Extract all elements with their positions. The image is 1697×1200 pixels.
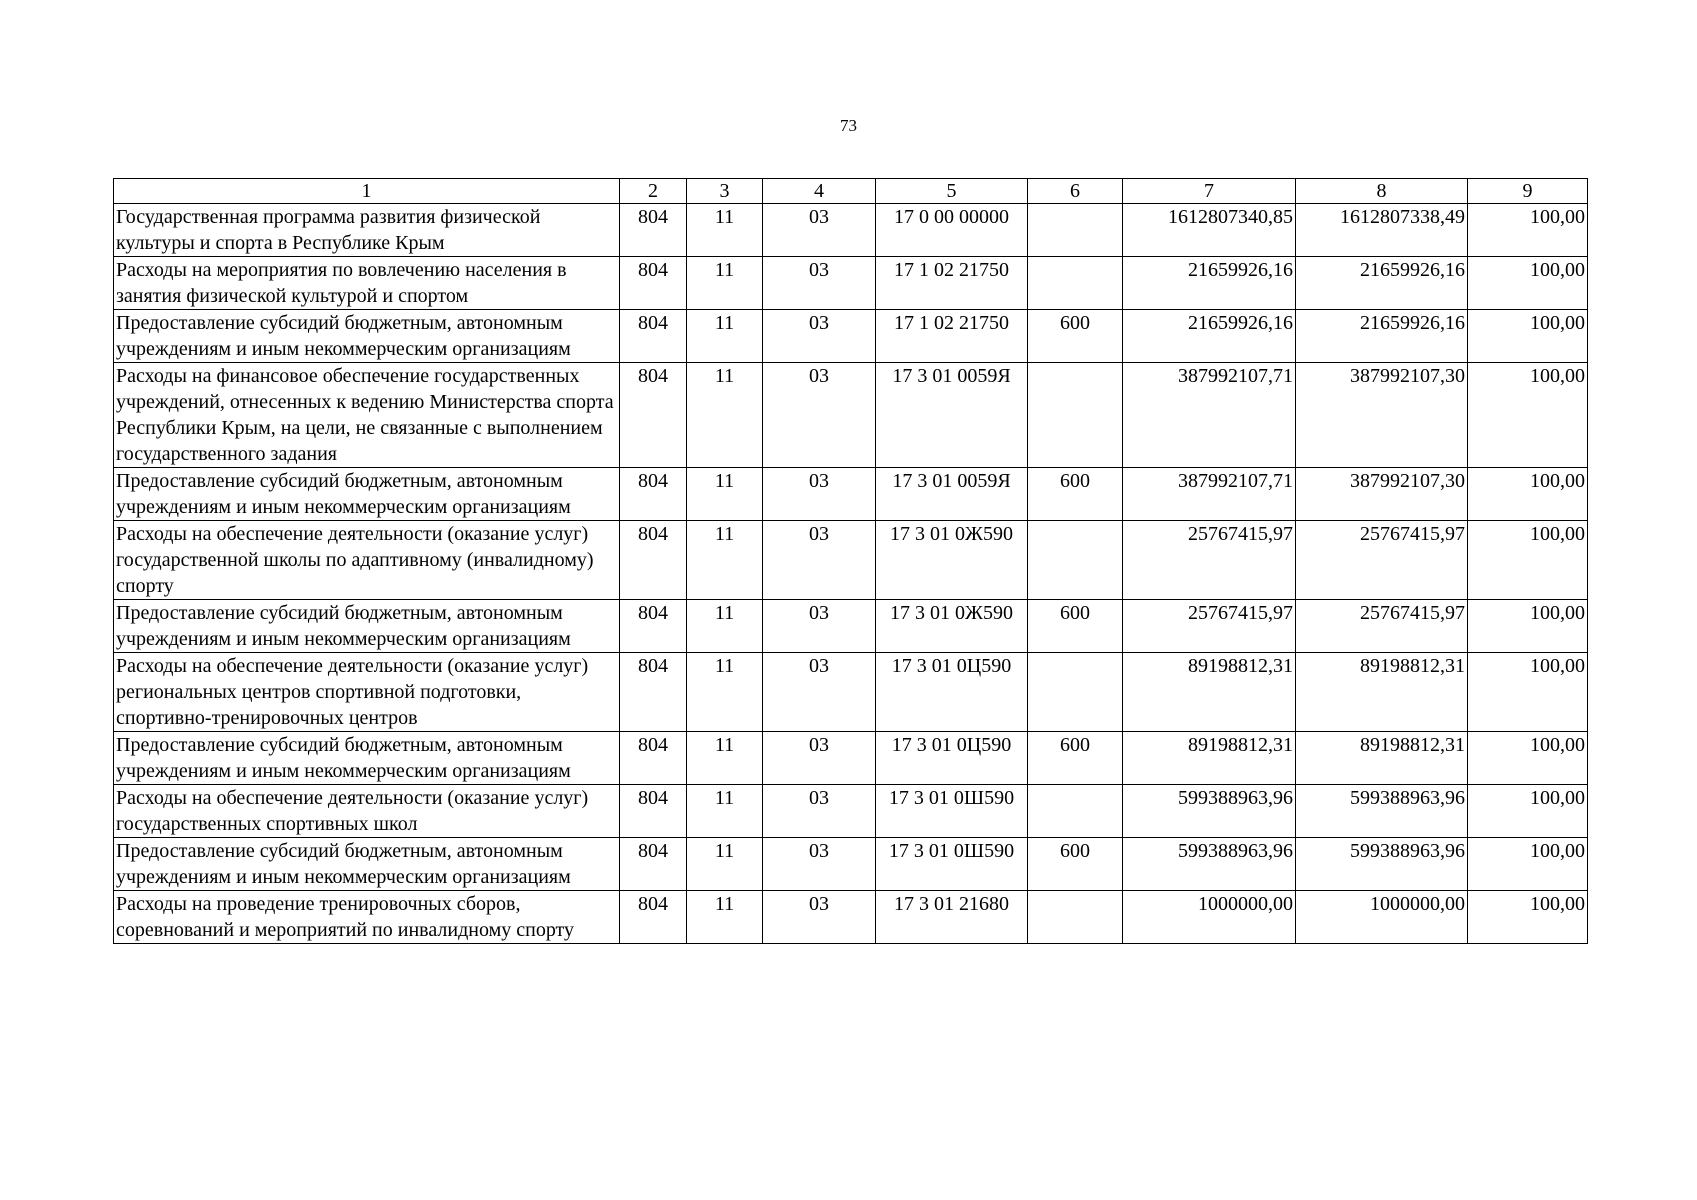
target-article-cell: 17 1 02 21750 [876, 257, 1028, 310]
planned-amount-cell: 21659926,16 [1123, 310, 1296, 363]
row-name-cell: Расходы на обеспечение деятельности (оказание услуг) региональных центров спортивной подготовки, спортивно-тренировочных центров [114, 653, 620, 732]
section-cell: 11 [687, 785, 763, 838]
code-cell: 804 [620, 521, 687, 600]
planned-amount-cell: 89198812,31 [1123, 653, 1296, 732]
target-article-cell: 17 3 01 0Ж590 [876, 521, 1028, 600]
executed-amount-cell: 599388963,96 [1296, 838, 1468, 891]
column-header-7: 7 [1123, 179, 1296, 204]
target-article-cell: 17 3 01 0Ц590 [876, 653, 1028, 732]
execution-percent-cell: 100,00 [1468, 204, 1588, 257]
executed-amount-cell: 1612807338,49 [1296, 204, 1468, 257]
subsection-cell: 03 [763, 310, 876, 363]
execution-percent-cell: 100,00 [1468, 257, 1588, 310]
planned-amount-cell: 1612807340,85 [1123, 204, 1296, 257]
executed-amount-cell: 21659926,16 [1296, 257, 1468, 310]
column-header-8: 8 [1296, 179, 1468, 204]
subsection-cell: 03 [763, 891, 876, 944]
planned-amount-cell: 387992107,71 [1123, 363, 1296, 468]
expense-type-cell [1028, 521, 1123, 600]
subsection-cell: 03 [763, 468, 876, 521]
row-name-cell: Предоставление субсидий бюджетным, автономным учреждениям и иным некоммерческим организациям [114, 600, 620, 653]
table-row [114, 310, 1588, 363]
row-name-cell: Расходы на проведение тренировочных сборов, соревнований и мероприятий по инвалидному спорту [114, 891, 620, 944]
code-cell: 804 [620, 891, 687, 944]
column-header-6: 6 [1028, 179, 1123, 204]
section-cell: 11 [687, 732, 763, 785]
section-cell: 11 [687, 363, 763, 468]
target-article-cell: 17 3 01 0Ш590 [876, 838, 1028, 891]
planned-amount-cell: 25767415,97 [1123, 600, 1296, 653]
column-header-1: 1 [114, 179, 620, 204]
execution-percent-cell: 100,00 [1468, 732, 1588, 785]
page-number: 73 [840, 116, 857, 135]
planned-amount-cell: 21659926,16 [1123, 257, 1296, 310]
table-row [114, 204, 1588, 257]
subsection-cell: 03 [763, 204, 876, 257]
code-cell: 804 [620, 310, 687, 363]
column-header-9: 9 [1468, 179, 1588, 204]
budget-table [113, 178, 1588, 944]
target-article-cell: 17 3 01 0Ц590 [876, 732, 1028, 785]
target-article-cell: 17 3 01 21680 [876, 891, 1028, 944]
expense-type-cell: 600 [1028, 732, 1123, 785]
code-cell: 804 [620, 785, 687, 838]
executed-amount-cell: 25767415,97 [1296, 521, 1468, 600]
section-cell: 11 [687, 204, 763, 257]
expense-type-cell: 600 [1028, 600, 1123, 653]
table-row [114, 838, 1588, 891]
row-name-cell: Предоставление субсидий бюджетным, автономным учреждениям и иным некоммерческим организациям [114, 468, 620, 521]
section-cell: 11 [687, 600, 763, 653]
code-cell: 804 [620, 600, 687, 653]
subsection-cell: 03 [763, 785, 876, 838]
table-body [114, 204, 1588, 944]
table-row [114, 468, 1588, 521]
section-cell: 11 [687, 257, 763, 310]
execution-percent-cell: 100,00 [1468, 363, 1588, 468]
executed-amount-cell: 1000000,00 [1296, 891, 1468, 944]
code-cell: 804 [620, 363, 687, 468]
executed-amount-cell: 387992107,30 [1296, 363, 1468, 468]
table-row [114, 521, 1588, 600]
table-row [114, 732, 1588, 785]
planned-amount-cell: 1000000,00 [1123, 891, 1296, 944]
execution-percent-cell: 100,00 [1468, 310, 1588, 363]
execution-percent-cell: 100,00 [1468, 838, 1588, 891]
code-cell: 804 [620, 204, 687, 257]
row-name-cell: Расходы на обеспечение деятельности (оказание услуг) государственных спортивных школ [114, 785, 620, 838]
section-cell: 11 [687, 521, 763, 600]
execution-percent-cell: 100,00 [1468, 891, 1588, 944]
planned-amount-cell: 599388963,96 [1123, 838, 1296, 891]
expense-type-cell: 600 [1028, 310, 1123, 363]
row-name-cell: Расходы на обеспечение деятельности (оказание услуг) государственной школы по адаптивному (инвалидному) спорту [114, 521, 620, 600]
executed-amount-cell: 599388963,96 [1296, 785, 1468, 838]
code-cell: 804 [620, 257, 687, 310]
expense-type-cell: 600 [1028, 838, 1123, 891]
section-cell: 11 [687, 653, 763, 732]
subsection-cell: 03 [763, 257, 876, 310]
row-name-cell: Предоставление субсидий бюджетным, автономным учреждениям и иным некоммерческим организациям [114, 732, 620, 785]
executed-amount-cell: 89198812,31 [1296, 653, 1468, 732]
section-cell: 11 [687, 891, 763, 944]
planned-amount-cell: 89198812,31 [1123, 732, 1296, 785]
table-row [114, 363, 1588, 468]
section-cell: 11 [687, 310, 763, 363]
column-header-5: 5 [876, 179, 1028, 204]
target-article-cell: 17 3 01 0Ж590 [876, 600, 1028, 653]
table-row [114, 891, 1588, 944]
target-article-cell: 17 3 01 0059Я [876, 363, 1028, 468]
column-header-4: 4 [763, 179, 876, 204]
subsection-cell: 03 [763, 732, 876, 785]
planned-amount-cell: 599388963,96 [1123, 785, 1296, 838]
code-cell: 804 [620, 732, 687, 785]
subsection-cell: 03 [763, 600, 876, 653]
target-article-cell: 17 0 00 00000 [876, 204, 1028, 257]
table-row [114, 257, 1588, 310]
section-cell: 11 [687, 468, 763, 521]
executed-amount-cell: 387992107,30 [1296, 468, 1468, 521]
table-header [114, 179, 1588, 204]
table-row [114, 600, 1588, 653]
target-article-cell: 17 1 02 21750 [876, 310, 1028, 363]
code-cell: 804 [620, 653, 687, 732]
row-name-cell: Расходы на финансовое обеспечение государственных учреждений, отнесенных к ведению Министерства спорта Республики Крым, на цели, не связанные с выполнением государственного задания [114, 363, 620, 468]
code-cell: 804 [620, 838, 687, 891]
execution-percent-cell: 100,00 [1468, 521, 1588, 600]
subsection-cell: 03 [763, 521, 876, 600]
expense-type-cell: 600 [1028, 468, 1123, 521]
target-article-cell: 17 3 01 0059Я [876, 468, 1028, 521]
planned-amount-cell: 387992107,71 [1123, 468, 1296, 521]
subsection-cell: 03 [763, 838, 876, 891]
table-row [114, 653, 1588, 732]
section-cell: 11 [687, 838, 763, 891]
column-header-3: 3 [687, 179, 763, 204]
expense-type-cell [1028, 891, 1123, 944]
table-row [114, 785, 1588, 838]
execution-percent-cell: 100,00 [1468, 600, 1588, 653]
execution-percent-cell: 100,00 [1468, 785, 1588, 838]
expense-type-cell [1028, 653, 1123, 732]
expense-type-cell [1028, 785, 1123, 838]
row-name-cell: Государственная программа развития физической культуры и спорта в Республике Крым [114, 204, 620, 257]
subsection-cell: 03 [763, 653, 876, 732]
executed-amount-cell: 89198812,31 [1296, 732, 1468, 785]
expense-type-cell [1028, 257, 1123, 310]
row-name-cell: Предоставление субсидий бюджетным, автономным учреждениям и иным некоммерческим организациям [114, 310, 620, 363]
expense-type-cell [1028, 363, 1123, 468]
target-article-cell: 17 3 01 0Ш590 [876, 785, 1028, 838]
executed-amount-cell: 25767415,97 [1296, 600, 1468, 653]
expense-type-cell [1028, 204, 1123, 257]
execution-percent-cell: 100,00 [1468, 653, 1588, 732]
planned-amount-cell: 25767415,97 [1123, 521, 1296, 600]
executed-amount-cell: 21659926,16 [1296, 310, 1468, 363]
header-row [114, 179, 1588, 204]
execution-percent-cell: 100,00 [1468, 468, 1588, 521]
column-header-2: 2 [620, 179, 687, 204]
row-name-cell: Предоставление субсидий бюджетным, автономным учреждениям и иным некоммерческим организациям [114, 838, 620, 891]
code-cell: 804 [620, 468, 687, 521]
row-name-cell: Расходы на мероприятия по вовлечению населения в занятия физической культурой и спортом [114, 257, 620, 310]
subsection-cell: 03 [763, 363, 876, 468]
